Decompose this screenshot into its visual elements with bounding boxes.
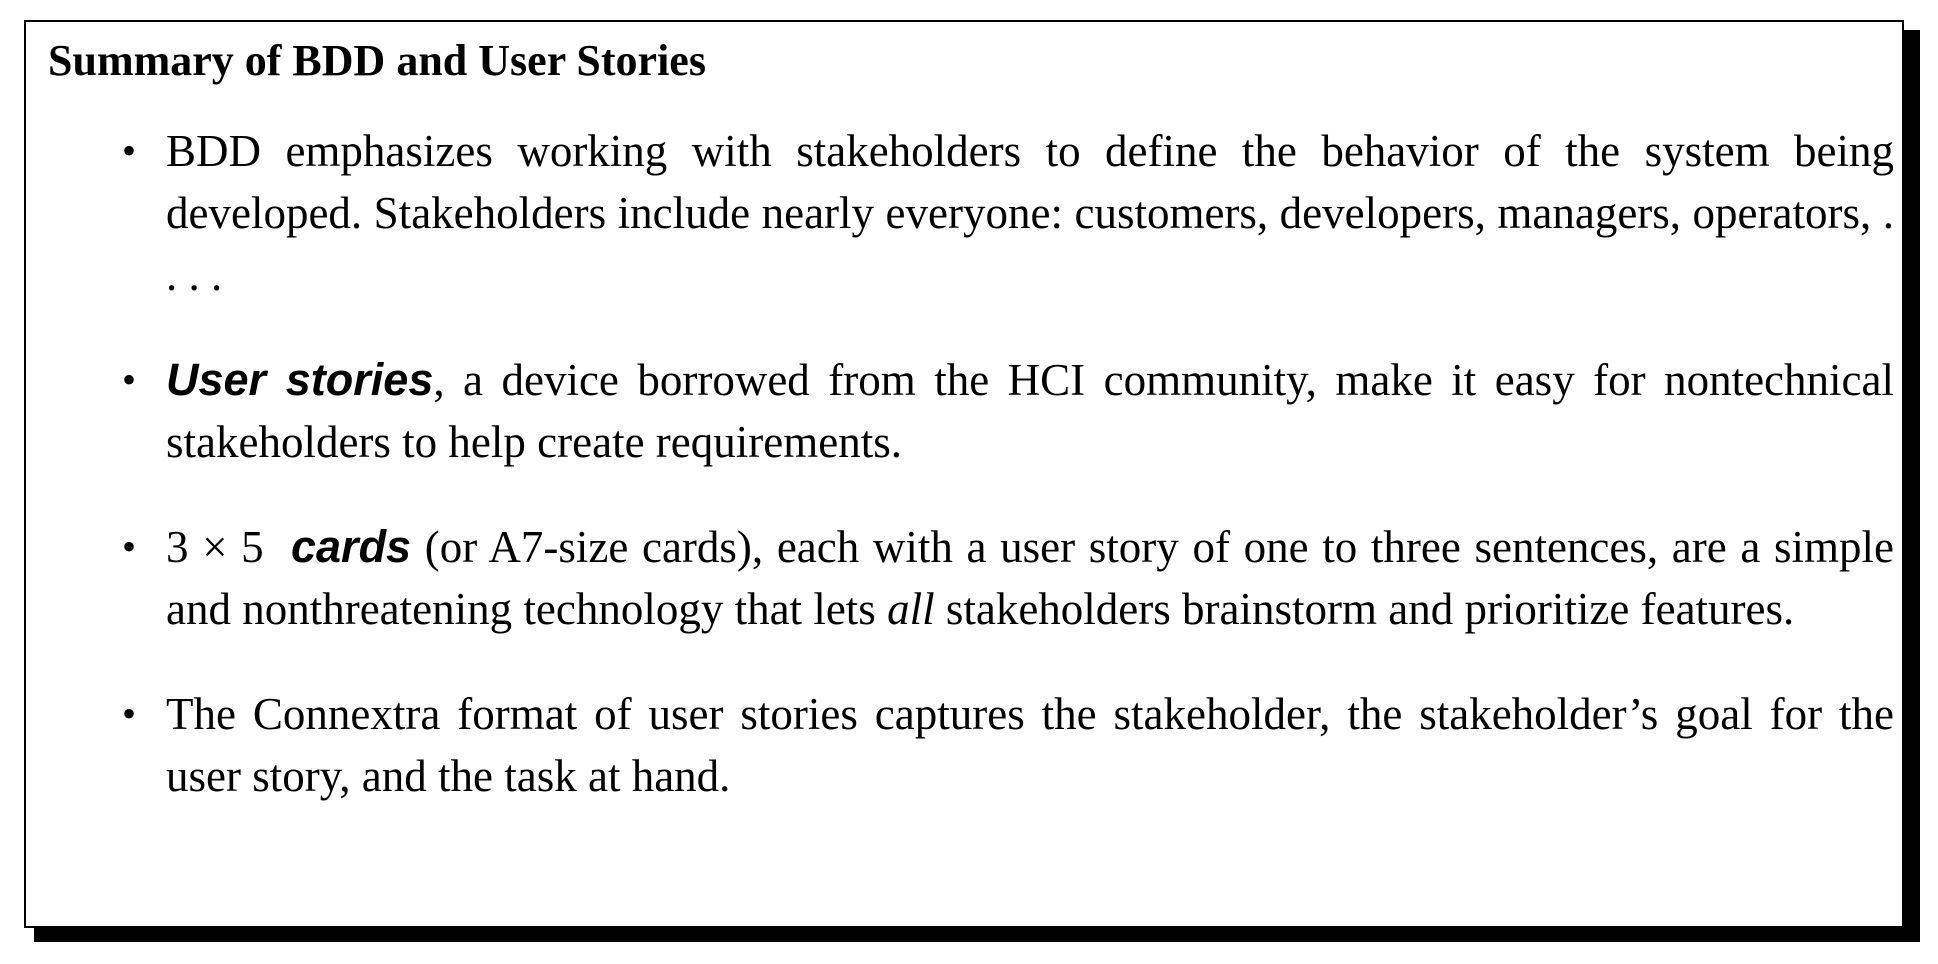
bullet-text-end: stakeholders brainstorm and prioritize features. bbox=[934, 584, 1795, 634]
italic-word: all bbox=[887, 584, 935, 634]
bullet-text: , a device borrowed from the HCI community, make it easy for nontechnical stakeholders to help create requirements. bbox=[166, 355, 1894, 467]
bullet-text: The Connextra format of user stories captures the stakeholder, the stakeholder’s goal for the user story, and the task at hand. bbox=[166, 689, 1894, 801]
summary-title: Summary of BDD and User Stories bbox=[48, 36, 706, 85]
bullet-dot-icon: • bbox=[122, 357, 137, 402]
summary-box bbox=[24, 20, 1904, 928]
bullet-item-cards bbox=[122, 516, 1894, 640]
bullet-text: BDD emphasizes working with stakeholders to define the behavior of the system being developed. Stakeholders include nearly everyone: customers, developers, managers, operators, . . . . bbox=[166, 126, 1894, 300]
emphasis-term: cards bbox=[291, 521, 412, 572]
bullet-dot-icon: • bbox=[122, 691, 137, 736]
bullet-list bbox=[122, 120, 1894, 807]
emphasis-term: User stories bbox=[166, 354, 434, 405]
bullet-text: (or A7-size cards), each with a user story of one to three sentences, are a simple and nonthreatening technology that lets bbox=[166, 522, 1894, 634]
bullet-dot-icon: • bbox=[122, 524, 137, 569]
bullet-item-user-stories bbox=[122, 349, 1894, 473]
card-size-prefix: 3 × 5 bbox=[166, 522, 264, 572]
bullet-item-connextra bbox=[122, 683, 1894, 807]
bullet-item-bdd bbox=[122, 120, 1894, 306]
bullet-dot-icon: • bbox=[122, 128, 137, 173]
